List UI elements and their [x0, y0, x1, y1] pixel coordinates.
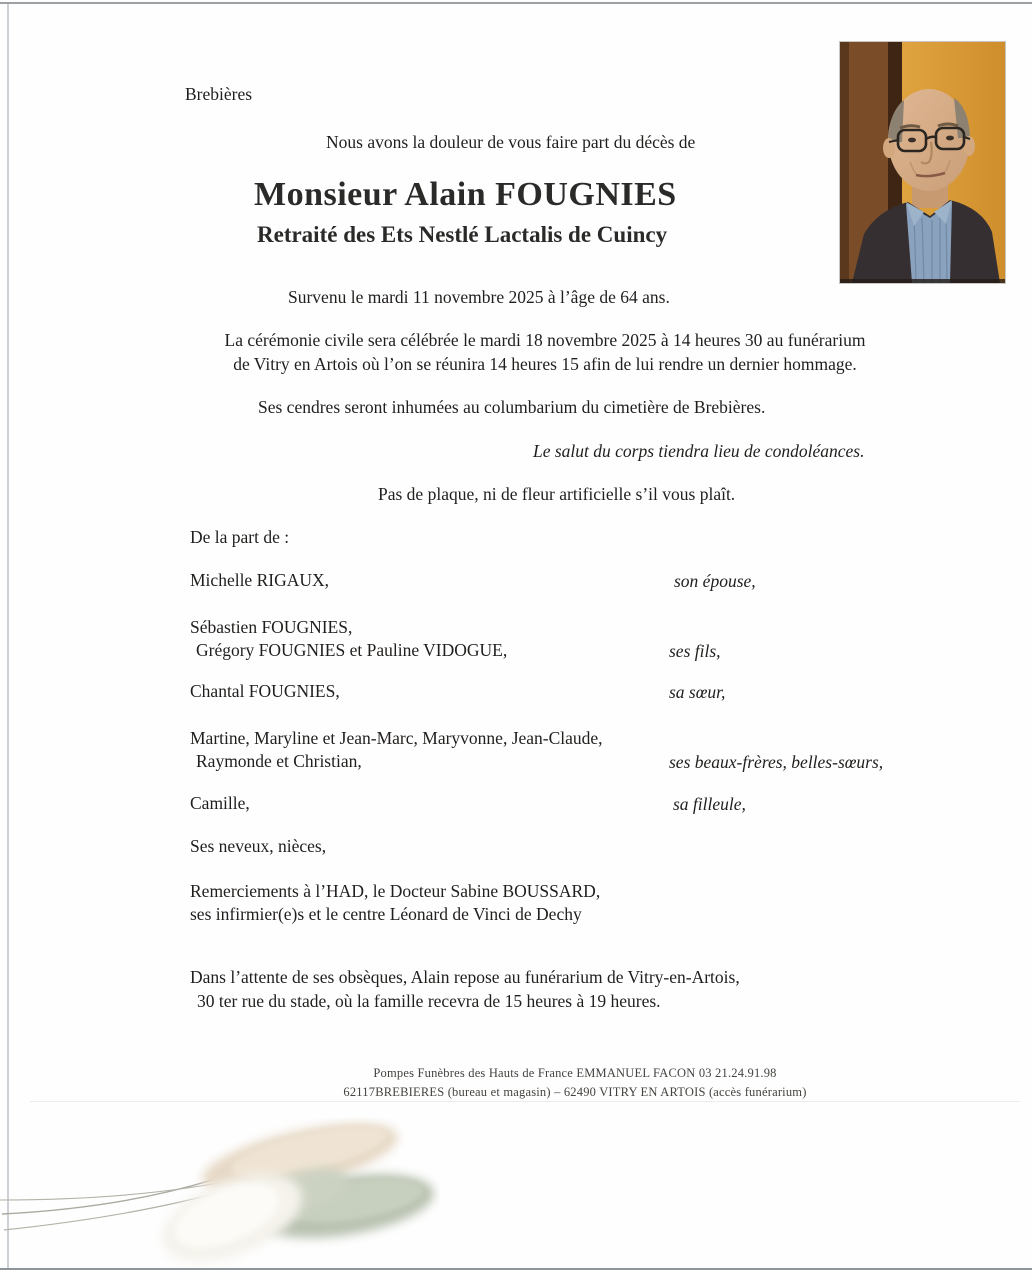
deceased-name: Monsieur Alain FOUGNIES	[254, 176, 677, 213]
scan-faint-line	[30, 1101, 1020, 1102]
repose-line-2: 30 ter rue du stade, où la famille recevra de 15 heures à 19 heures.	[197, 991, 661, 1011]
family-name: Grégory FOUGNIES et Pauline VIDOGUE,	[196, 640, 508, 660]
ceremony-paragraph	[150, 328, 940, 376]
funeral-home-line-2: 62117BREBIERES (bureau et magasin) – 62490 VITRY EN ARTOIS (accès funérarium)	[343, 1084, 807, 1099]
funeral-home-footer	[150, 1064, 1000, 1101]
family-name: Chantal FOUGNIES,	[190, 681, 340, 701]
family-name: Raymonde et Christian,	[196, 751, 362, 771]
family-name: Martine, Maryline et Jean-Marc, Maryvonne, Jean-Claude,	[190, 728, 603, 748]
ashes-line: Ses cendres seront inhumées au columbarium du cimetière de Brebières.	[258, 397, 766, 417]
portrait-photo	[840, 42, 1005, 283]
thanks-line-2: ses infirmier(e)s et le centre Léonard de Vinci de Dechy	[190, 904, 582, 924]
scan-left-edge-line	[7, 4, 9, 1270]
family-name: Michelle RIGAUX,	[190, 570, 330, 590]
family-relation: sa sœur,	[669, 682, 726, 702]
family-name: Ses neveux, nièces,	[190, 836, 327, 856]
no-flowers-note: Pas de plaque, ni de fleur artificielle s’il vous plaît.	[378, 484, 736, 504]
family-relation: ses beaux-frères, belles-sœurs,	[669, 752, 884, 772]
deceased-subtitle: Retraité des Ets Nestlé Lactalis de Cuincy	[257, 222, 668, 247]
ceremony-line-1: La cérémonie civile sera célébrée le mardi 18 novembre 2025 à 14 heures 30 au funérarium	[224, 330, 866, 350]
death-date-line: Survenu le mardi 11 novembre 2025 à l’âge de 64 ans.	[288, 287, 670, 307]
condolence-note: Le salut du corps tiendra lieu de condoléances.	[533, 441, 865, 461]
family-name: Sébastien FOUGNIES,	[190, 617, 353, 637]
family-relation: sa filleule,	[673, 794, 746, 814]
city-label: Brebières	[185, 84, 253, 104]
dried-grass-image	[0, 1118, 440, 1268]
scan-top-edge-line	[0, 2, 1032, 4]
portrait-photo-image	[840, 42, 1005, 283]
repose-line-1: Dans l’attente de ses obsèques, Alain repose au funérarium de Vitry-en-Artois,	[190, 967, 740, 987]
thanks-line-1: Remerciements à l’HAD, le Docteur Sabine BOUSSARD,	[190, 881, 601, 901]
intro-line: Nous avons la douleur de vous faire part du décès de	[326, 132, 696, 152]
scan-bottom-edge-line	[0, 1268, 1032, 1270]
ceremony-line-2: de Vitry en Artois où l’on se réunira 14 heures 15 afin de lui rendre un dernier hommage.	[233, 354, 857, 374]
family-relation: son épouse,	[674, 571, 756, 591]
dried-grass-decoration	[0, 1118, 440, 1268]
funeral-home-line-1: Pompes Funèbres des Hauts de France EMMANUEL FACON 03 21.24.91.98	[373, 1066, 777, 1080]
family-relation: ses fils,	[669, 641, 721, 661]
from-label: De la part de :	[190, 527, 290, 547]
family-name: Camille,	[190, 793, 250, 813]
